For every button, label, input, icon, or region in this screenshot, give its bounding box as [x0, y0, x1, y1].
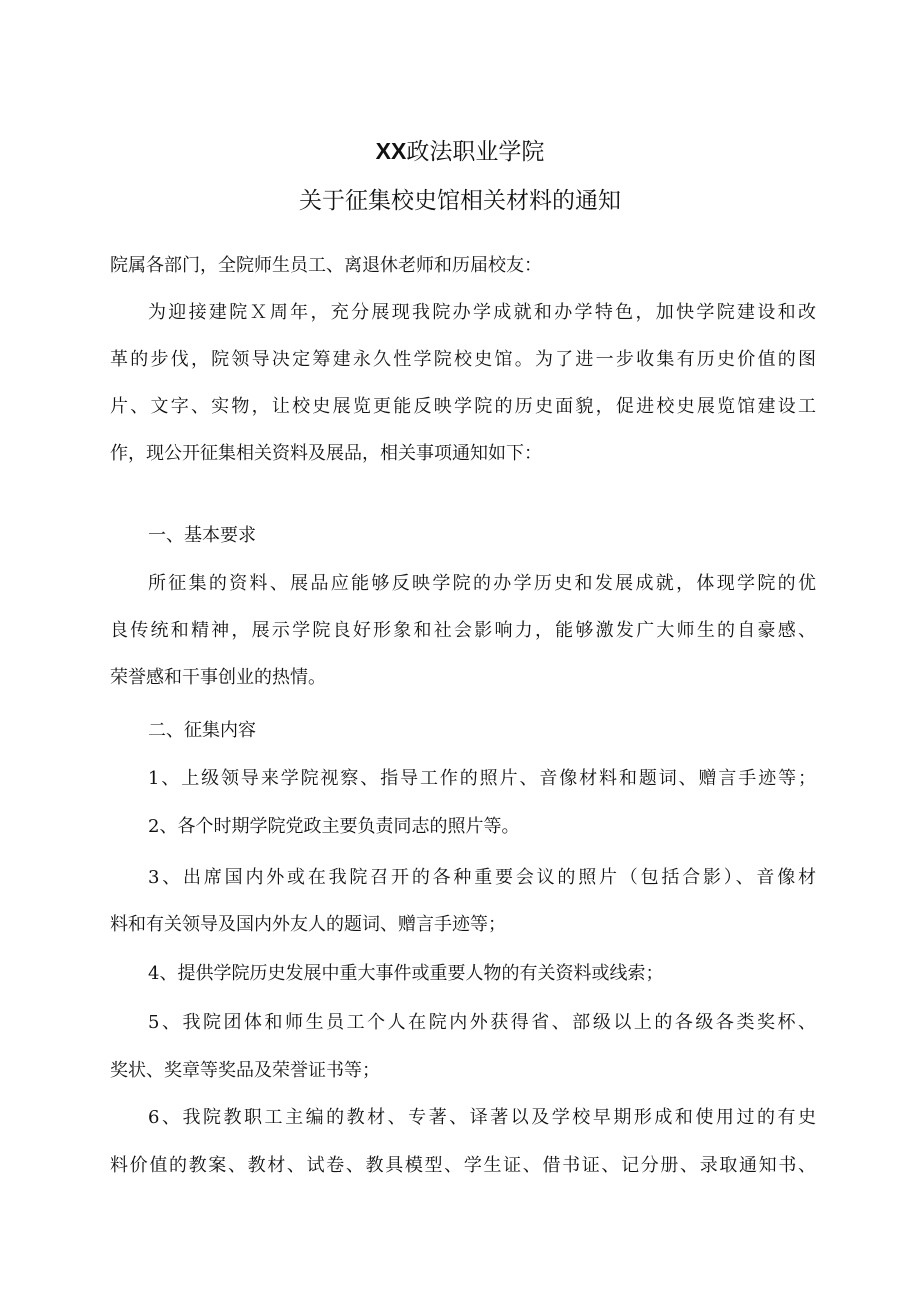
paragraph-line: 片、文字、实物，让校史展览更能反映学院的历史面貌，促进校史展览馆建设工	[110, 396, 816, 417]
list-item-continuation: 料价值的教案、教材、试卷、教具模型、学生证、借书证、记分册、录取通知书、	[110, 1155, 816, 1176]
list-item-continuation: 料和有关领导及国内外友人的题词、赠言手迹等；	[110, 914, 506, 935]
paragraph-line: 荣誉感和干事创业的热情。	[110, 667, 326, 688]
list-item-continuation: 奖状、奖章等奖品及荣誉证书等；	[110, 1060, 380, 1081]
paragraph-line: 革的步伐，院领导决定筹建永久性学院校史馆。为了进一步收集有历史价值的图	[110, 349, 816, 370]
list-item: 5、我院团体和师生员工个人在院内外获得省、部级以上的各级各类奖杯、	[148, 1012, 816, 1033]
list-item: 1、上级领导来学院视察、指导工作的照片、音像材料和题词、赠言手迹等；	[148, 768, 816, 789]
paragraph-line: 所征集的资料、展品应能够反映学院的办学历史和发展成就，体现学院的优	[148, 573, 816, 594]
salutation: 院属各部门，全院师生员工、离退休老师和历届校友：	[110, 255, 542, 276]
paragraph-line: 良传统和精神，展示学院良好形象和社会影响力，能够激发广大师生的自豪感、	[110, 620, 816, 641]
title-prefix: XX	[375, 138, 407, 164]
list-item: 2、各个时期学院党政主要负责同志的照片等。	[148, 816, 520, 837]
paragraph-line: 作，现公开征集相关资料及展品，相关事项通知如下：	[110, 443, 542, 464]
section-heading: 一、基本要求	[148, 525, 256, 546]
document-subtitle: 关于征集校史馆相关材料的通知	[299, 188, 621, 214]
section-heading: 二、征集内容	[148, 720, 256, 741]
paragraph-line: 为迎接建院Ｘ周年，充分展现我院办学成就和办学特色，加快学院建设和改	[148, 302, 816, 323]
document-title	[0, 136, 920, 167]
title-main: 政法职业学院	[406, 139, 545, 165]
list-item: 3、出席国内外或在我院召开的各种重要会议的照片（包括合影）、音像材	[148, 867, 816, 888]
list-item: 4、提供学院历史发展中重大事件或重要人物的有关资料或线索；	[148, 963, 664, 984]
list-item: 6、我院教职工主编的教材、专著、译著以及学校早期形成和使用过的有史	[148, 1107, 816, 1128]
